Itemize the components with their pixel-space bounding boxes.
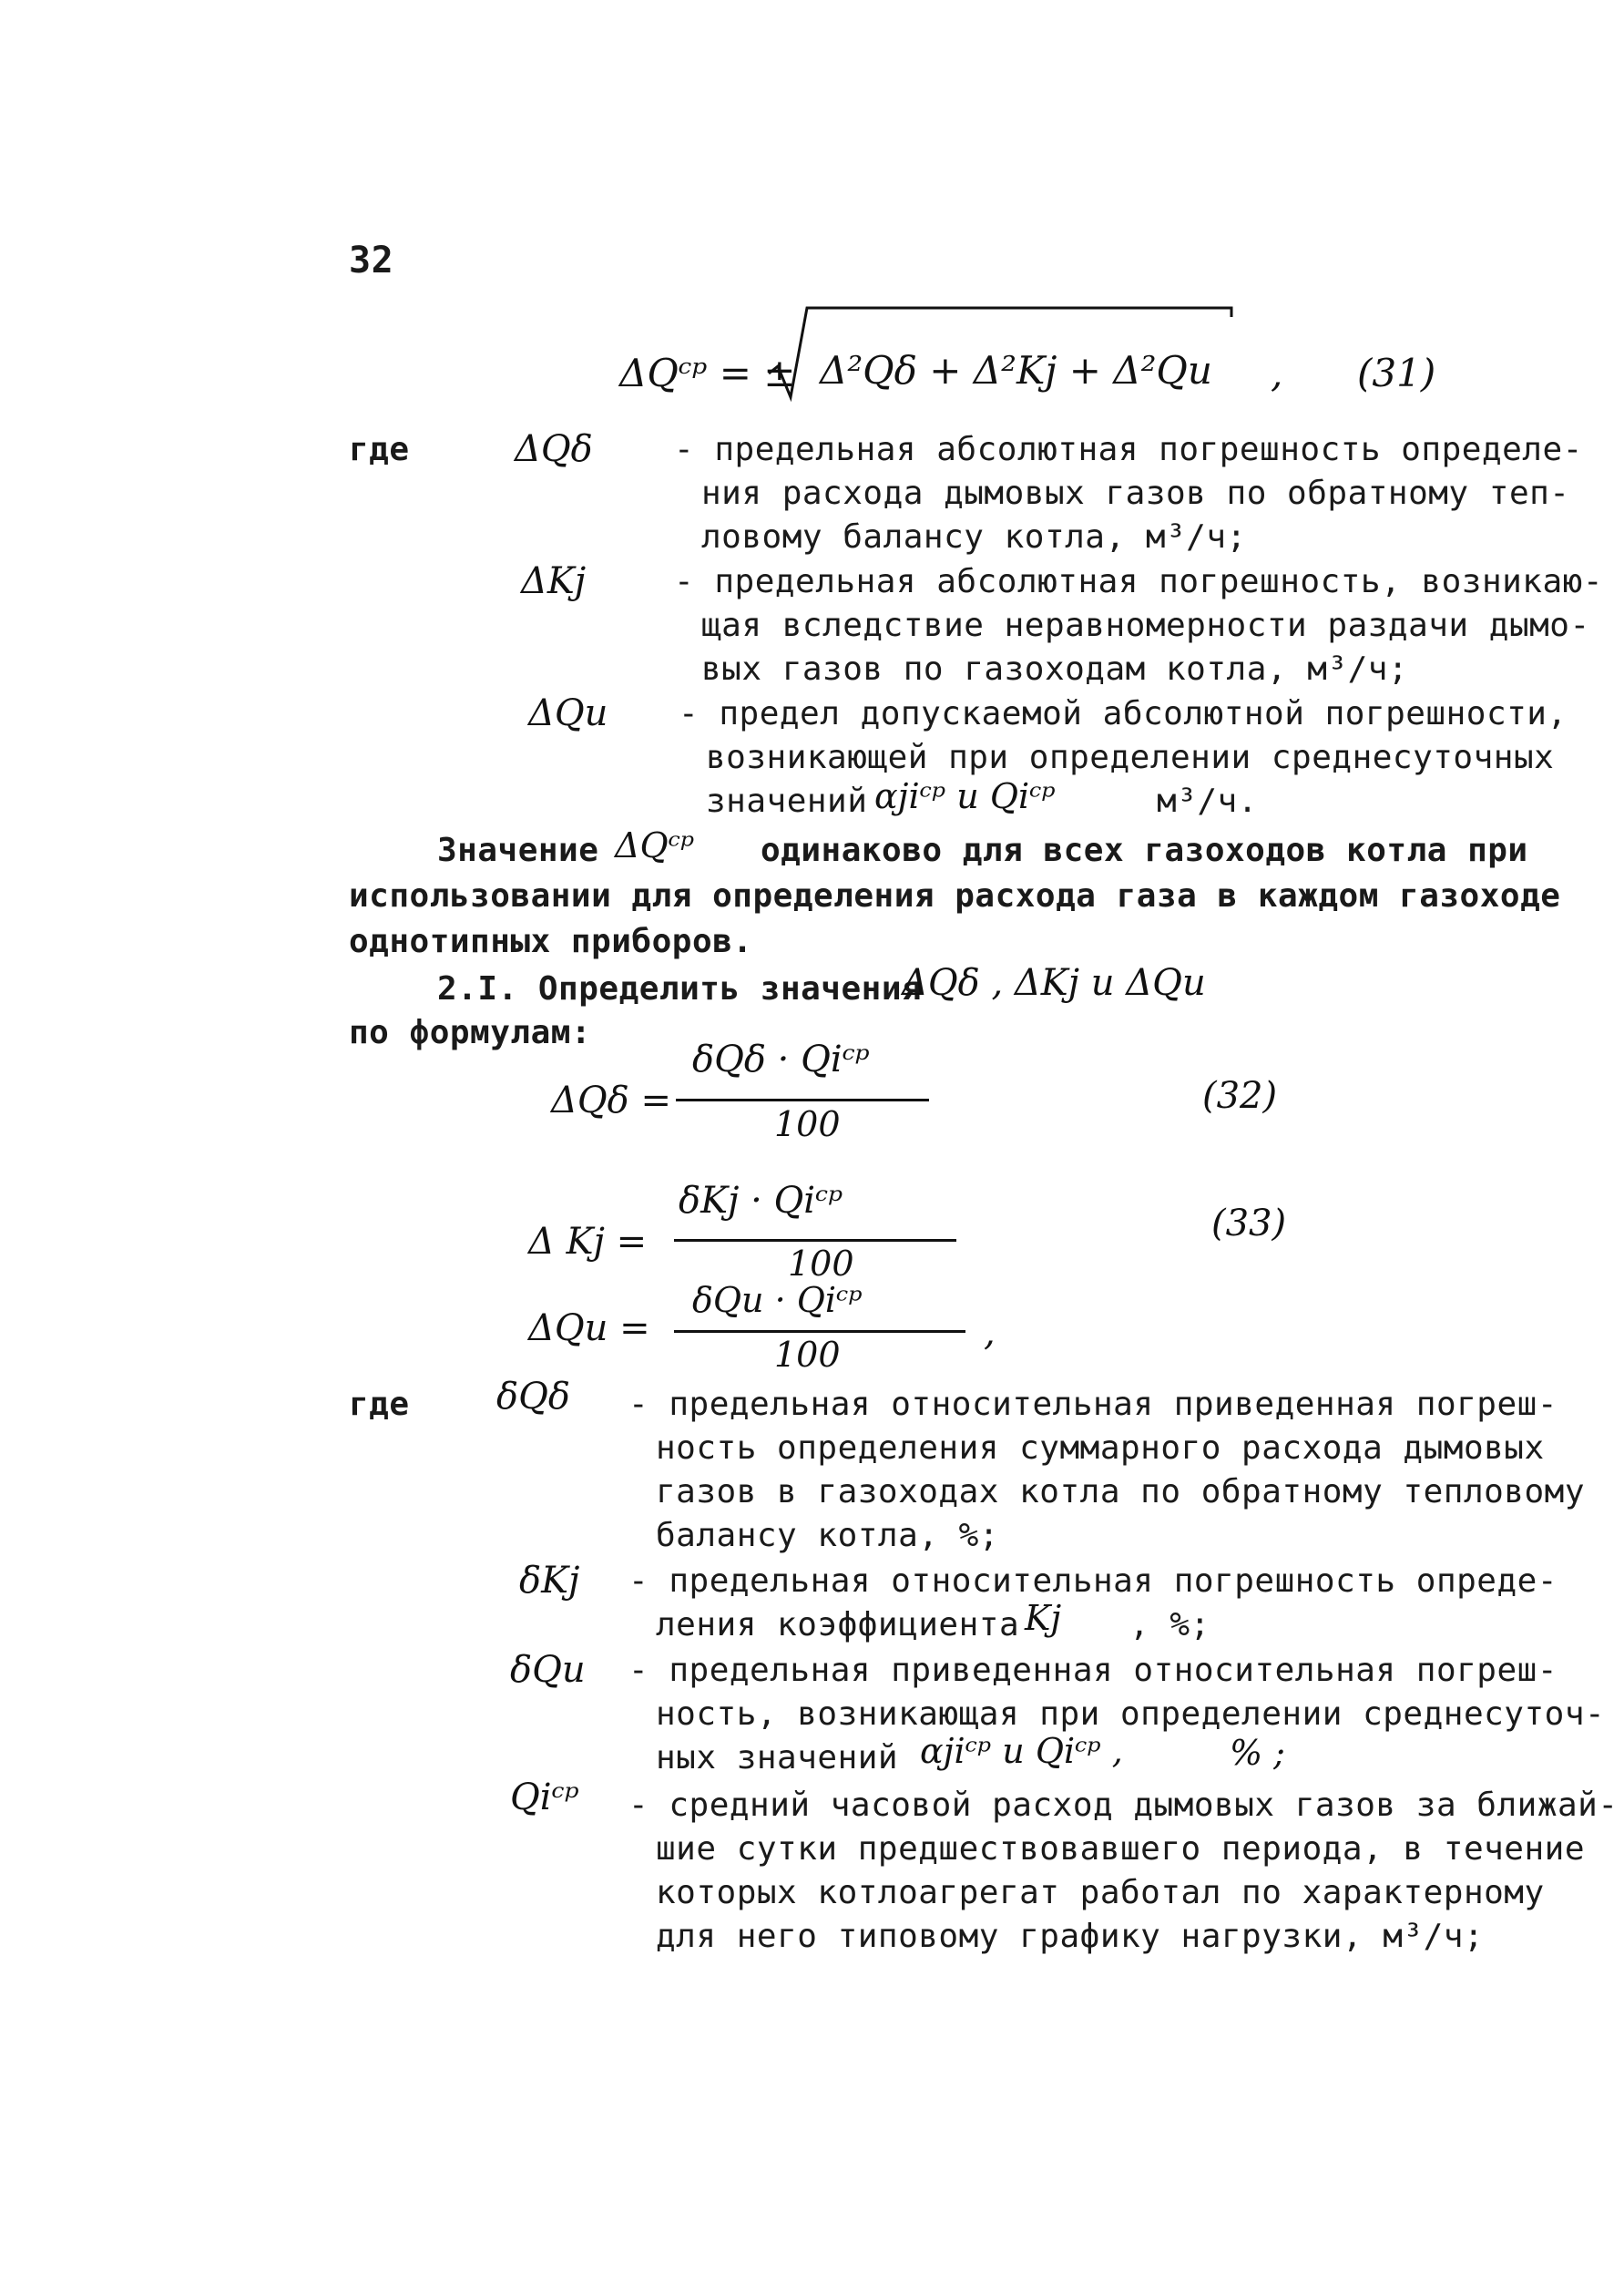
def-line: балансу котла, %; (656, 1517, 999, 1554)
inline-formula: αjiᶜᵖ и Qiᶜᵖ , (920, 1731, 1123, 1771)
where-word: где (349, 431, 410, 468)
para-line: Значение (437, 832, 599, 869)
fraction-bar (674, 1239, 956, 1242)
def-line: щая вследствие неравномерности раздачи дымо- (701, 607, 1590, 644)
eq34-numerator: δQu · Qiᶜᵖ (692, 1280, 863, 1320)
unit: м³/ч. (1157, 783, 1258, 820)
def-line: газов в газоходах котла по обратному тепловому (656, 1473, 1585, 1510)
eq33-denominator: 100 (788, 1244, 854, 1284)
where-word: где (349, 1386, 410, 1423)
eq33-number: (33) (1211, 1203, 1287, 1244)
def-line: - средний часовой расход дымовых газов за ближай- (628, 1787, 1619, 1824)
para-line: однотипных приборов. (349, 923, 753, 960)
inline-formula: αjiᶜᵖ и Qiᶜᵖ (874, 776, 1056, 816)
symbol-delta-kj: ΔKj (521, 560, 587, 602)
def-line: значений (706, 783, 868, 820)
eq32-denominator: 100 (774, 1104, 841, 1144)
eq33-numerator: δKj · Qiᶜᵖ (679, 1180, 843, 1222)
fraction-bar (676, 1099, 929, 1101)
symbol-q-avg: Qiᶜᵖ (510, 1776, 579, 1818)
eq33-lhs: Δ Kj = (528, 1221, 648, 1263)
eq32-lhs: ΔQδ = (551, 1080, 671, 1121)
eq31-radicand: Δ²Qδ + Δ²Kj + Δ²Qu (820, 348, 1212, 393)
item-symbols: ΔQδ , ΔKj и ΔQu (902, 962, 1206, 1004)
def-line: ния расхода дымовых газов по обратному теп- (701, 475, 1570, 512)
eq32-number: (32) (1202, 1075, 1278, 1117)
def-line: шие сутки предшествовавшего периода, в течение (656, 1830, 1585, 1868)
def-line: - предельная относительная приведенная погреш- (628, 1386, 1558, 1423)
eq34-comma: , (984, 1312, 996, 1354)
def-line: - предел допускаемой абсолютной погрешности, (679, 695, 1568, 732)
eq31-comma: , (1271, 351, 1283, 395)
symbol-delta-rel-kj: δKj (519, 1560, 580, 1602)
symbol-delta-q-b: ΔQδ (515, 428, 593, 470)
def-line: ления коэффициента (656, 1606, 1020, 1643)
inline-formula: Kj (1025, 1598, 1062, 1638)
para-line: использовании для определения расхода газа в каждом газоходе (349, 877, 1561, 915)
def-line: ловому балансу котла, м³/ч; (701, 518, 1247, 556)
inline-symbol: ΔQᶜᵖ (615, 825, 695, 865)
unit: , %; (1129, 1606, 1210, 1643)
def-line: - предельная относительная погрешность опреде- (628, 1562, 1558, 1600)
eq32-numerator: δQδ · Qiᶜᵖ (692, 1039, 870, 1080)
def-line: ность, возникающая при определении среднесуточ- (656, 1695, 1606, 1733)
def-line: ность определения суммарного расхода дымовых (656, 1429, 1545, 1467)
fraction-bar (674, 1330, 965, 1333)
symbol-delta-qu: ΔQu (528, 692, 608, 734)
symbol-delta-rel-qu: δQu (510, 1649, 586, 1691)
eq34-denominator: 100 (774, 1335, 841, 1375)
def-line: - предельная абсолютная погрешность, возникаю- (674, 563, 1603, 600)
para-line: одинаково для всех газоходов котла при (761, 832, 1528, 869)
def-line: - предельная абсолютная погрешность определе- (674, 431, 1583, 468)
def-line: для него типовому графику нагрузки, м³/ч; (656, 1918, 1485, 1955)
def-line: - предельная приведенная относительная погреш- (628, 1652, 1558, 1689)
page-number: 32 (349, 240, 394, 282)
eq31-number: (31) (1357, 351, 1436, 395)
def-line: ных значений (656, 1739, 899, 1776)
unit: % ; (1230, 1733, 1285, 1773)
eq34-lhs: ΔQu = (528, 1307, 650, 1349)
def-line: которых котлоагрегат работал по характерному (656, 1874, 1545, 1911)
symbol-delta-rel-q-b: δQδ (496, 1376, 570, 1418)
def-line: возникающей при определении среднесуточных (706, 739, 1555, 776)
def-line: вых газов по газоходам котла, м³/ч; (701, 650, 1409, 688)
item-line: по формулам: (349, 1014, 592, 1051)
eq31-lhs: ΔQᶜᵖ = ± (619, 351, 796, 395)
item-heading: 2.I. Определить значения (437, 970, 923, 1008)
